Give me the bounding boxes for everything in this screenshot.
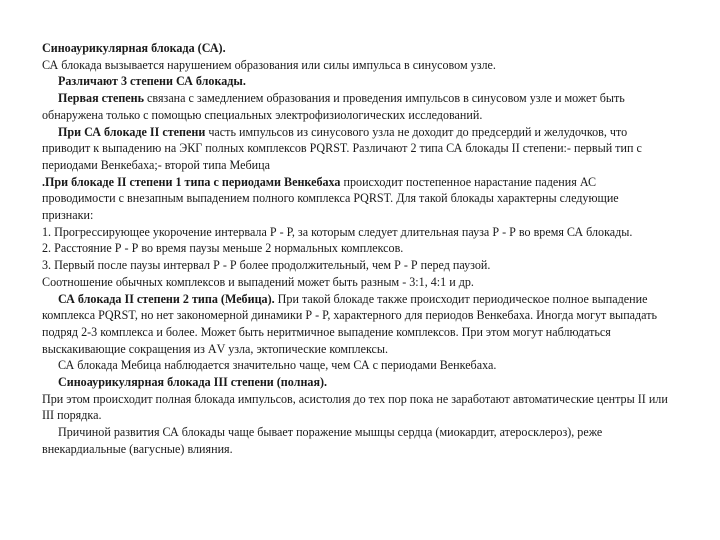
paragraph-wenckebach: .При блокаде II степени 1 типа с периодами Венкебаха происходит постепенное нарастание падения АС проводимости с внезапным выпадением полного комплекса PQRST. Для такой блокады характерны следующие признаки: xyxy=(42,174,619,223)
document-body xyxy=(42,40,672,458)
list-item-1: 1. Прогрессирующее укорочение интервала Р - Р, за которым следует длительная пауза Р - Р во время СА блокады. xyxy=(42,224,633,239)
paragraph-third-degree: При этом происходит полная блокада импульсов, асистолия до тех пор пока не заработают автоматические центры II или III порядка. xyxy=(42,391,668,423)
paragraph-intro: СА блокада вызывается нарушением образования или силы импульса в синусовом узле. xyxy=(42,57,496,72)
heading-degrees: Различают 3 степени СА блокады. xyxy=(58,74,246,89)
paragraph-causes: Причиной развития СА блокады чаще бывает поражение мышцы сердца (миокардит, атеросклероз), реже внекардиальные (вагусные) влияния. xyxy=(42,425,603,456)
list-item-3: 3. Первый после паузы интервал Р - Р более продолжительный, чем Р - Р перед паузой. xyxy=(42,258,491,273)
document-title: Синоаурикулярная блокада (СА). xyxy=(42,41,226,55)
list-item-2: 2. Расстояние Р - Р во время паузы меньше 2 нормальных комплексов. xyxy=(42,241,404,256)
paragraph-mobitz: СА блокада II степени 2 типа (Мебица). При такой блокаде также происходит периодическое полное выпадение комплекса PQRST, но нет закономерной динамики Р - Р, характерного для периодов Венкебаха. Иногда могут выпадать подряд 2-3 комплекса и более. Может быть неритмичное выпадение комплексов. При этом могут наблюдаться выскакивающие сокращения из АV узла, эктопические комплексы. xyxy=(42,291,658,356)
paragraph-first-degree: Первая степень связана с замедлением образования и проведения импульсов в синусовом узле и может быть обнаружена только с помощью специальных электрофизиологических исследований. xyxy=(42,91,625,122)
heading-third-degree: Синоаурикулярная блокада III степени (полная). xyxy=(58,375,328,390)
paragraph-mobitz-frequency: СА блокада Мебица наблюдается значительно чаще, чем СА с периодами Венкебаха. xyxy=(58,358,497,373)
paragraph-ratio: Соотношение обычных комплексов и выпадений может быть разным - 3:1, 4:1 и др. xyxy=(42,274,474,289)
paragraph-second-degree: При СА блокаде II степени часть импульсов из синусового узла не доходит до предсердий и желудочков, что приводит к выпадению на ЭКГ полных комплексов PQRST. Различают 2 типа СА блокады II степени:- первый тип с периодами Венкебаха;- второй типа Мебица xyxy=(42,124,642,172)
